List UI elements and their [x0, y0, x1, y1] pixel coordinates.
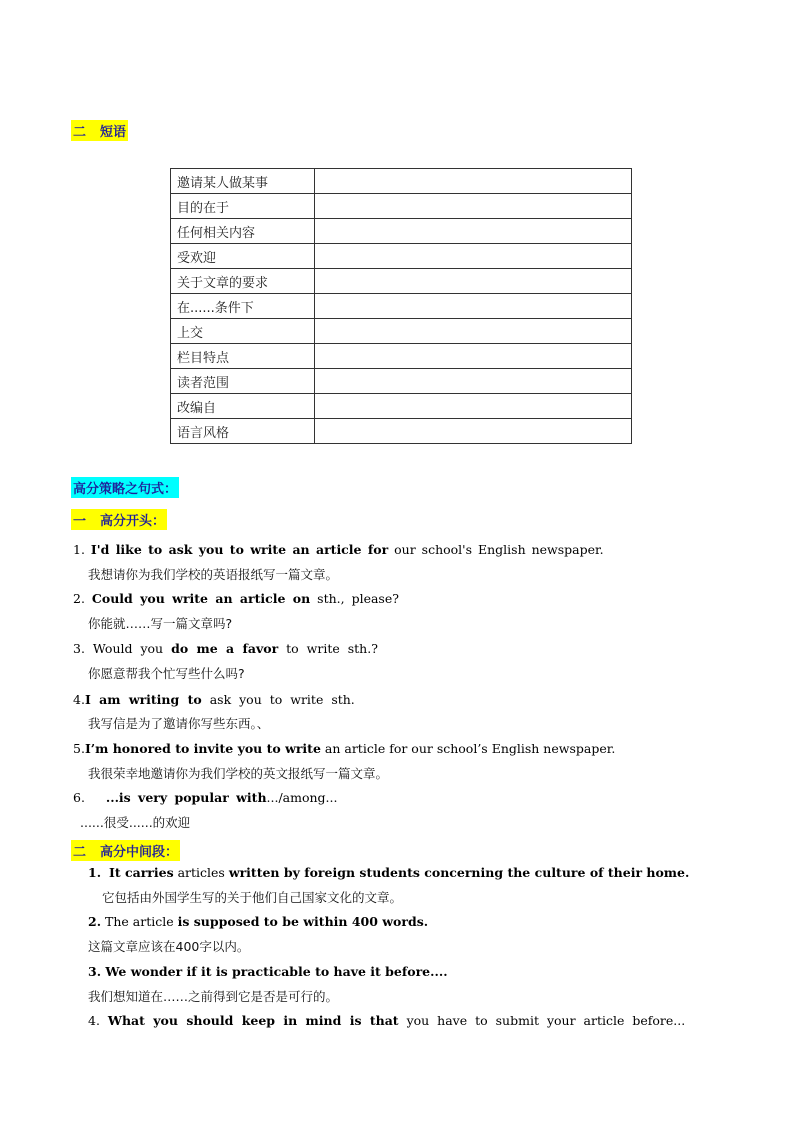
strategy-title: 高分策略之句式： — [71, 477, 179, 498]
sentence-1-translation: 我想请你为我们学校的英语报纸写一篇文章。 — [88, 567, 339, 582]
sentence-2-translation: 你能就……写一篇文章吗? — [88, 616, 233, 631]
phrase-row — [171, 219, 632, 244]
sentence-5: 5.I’m honored to invite you to write an article for our school’s English newspaper. — [73, 741, 616, 756]
phrase-cell: 改编自 — [171, 394, 315, 419]
sentence-6-translation: ......很受......的欢迎 — [80, 815, 191, 830]
phrase-cell: 关于文章的要求 — [171, 269, 315, 294]
phrase-row — [171, 244, 632, 269]
phrase-cell: 目的在于 — [171, 194, 315, 219]
middle-sentence-2: 2. The article is supposed to be within 400 words. — [88, 914, 429, 929]
phrase-row — [171, 419, 632, 444]
answer-cell[interactable] — [315, 319, 632, 344]
middle-sentence-4: 4. What you should keep in mind is that you have to submit your article before... — [88, 1013, 686, 1028]
answer-cell[interactable] — [315, 394, 632, 419]
sentence-2: 2. Could you write an article on sth., please? — [73, 591, 399, 606]
middle-sentence-3-translation: 我们想知道在……之前得到它是否是可行的。 — [88, 989, 339, 1004]
phrase-row — [171, 269, 632, 294]
section-title-text: 高分中间段： — [100, 845, 179, 860]
section-title-middle — [71, 840, 180, 861]
answer-cell[interactable] — [315, 219, 632, 244]
phrase-cell: 语言风格 — [171, 419, 315, 444]
sentence-3-translation: 你愿意帮我个忙写些什么吗? — [88, 666, 245, 681]
sentence-5-translation: 我很荣幸地邀请你为我们学校的英文报纸写一篇文章。 — [88, 766, 389, 781]
middle-sentence-3: 3. We wonder if it is practicable to have it before.... — [88, 964, 448, 979]
section-number: 一 — [73, 514, 87, 529]
answer-cell[interactable] — [315, 169, 632, 194]
section-title-opening — [71, 509, 167, 530]
middle-sentence-2-translation: 这篇文章应该在400字以内。 — [88, 939, 250, 954]
section-title-text: 短语 — [100, 125, 127, 140]
phrase-cell: 在......条件下 — [171, 294, 315, 319]
phrase-cell: 读者范围 — [171, 369, 315, 394]
answer-cell[interactable] — [315, 269, 632, 294]
answer-cell[interactable] — [315, 369, 632, 394]
middle-sentence-1: 1. It carries articles written by foreign students concerning the culture of their home. — [88, 865, 690, 880]
phrase-cell: 上交 — [171, 319, 315, 344]
phrase-cell: 栏目特点 — [171, 344, 315, 369]
answer-cell[interactable] — [315, 419, 632, 444]
sentence-6: 6. ...is very popular with.../among... — [73, 790, 338, 805]
sentence-4-translation: 我写信是为了邀请你写些东西。、 — [88, 716, 270, 731]
sentence-3: 3. Would you do me a favor to write sth.? — [73, 641, 378, 656]
phrase-row — [171, 319, 632, 344]
phrase-table — [170, 168, 632, 444]
phrase-row — [171, 394, 632, 419]
phrase-row — [171, 294, 632, 319]
answer-cell[interactable] — [315, 244, 632, 269]
sentence-4: 4.I am writing to ask you to write sth. — [73, 692, 355, 707]
sentence-1: 1. I'd like to ask you to write an article for our school's English newspaper. — [73, 542, 604, 557]
phrase-row — [171, 194, 632, 219]
answer-cell[interactable] — [315, 294, 632, 319]
phrase-row — [171, 369, 632, 394]
phrase-row — [171, 344, 632, 369]
section-title-text: 高分开头： — [100, 514, 166, 529]
section-number: 二 — [73, 845, 87, 860]
phrase-cell: 邀请某人做某事 — [171, 169, 315, 194]
section-number: 二 — [73, 125, 87, 140]
phrase-row — [171, 169, 632, 194]
middle-sentence-1-translation: 它包括由外国学生写的关于他们自己国家文化的文章。 — [102, 890, 403, 905]
answer-cell[interactable] — [315, 194, 632, 219]
answer-cell[interactable] — [315, 344, 632, 369]
section-title-phrases — [71, 120, 128, 141]
phrase-cell: 任何相关内容 — [171, 219, 315, 244]
phrase-cell: 受欢迎 — [171, 244, 315, 269]
